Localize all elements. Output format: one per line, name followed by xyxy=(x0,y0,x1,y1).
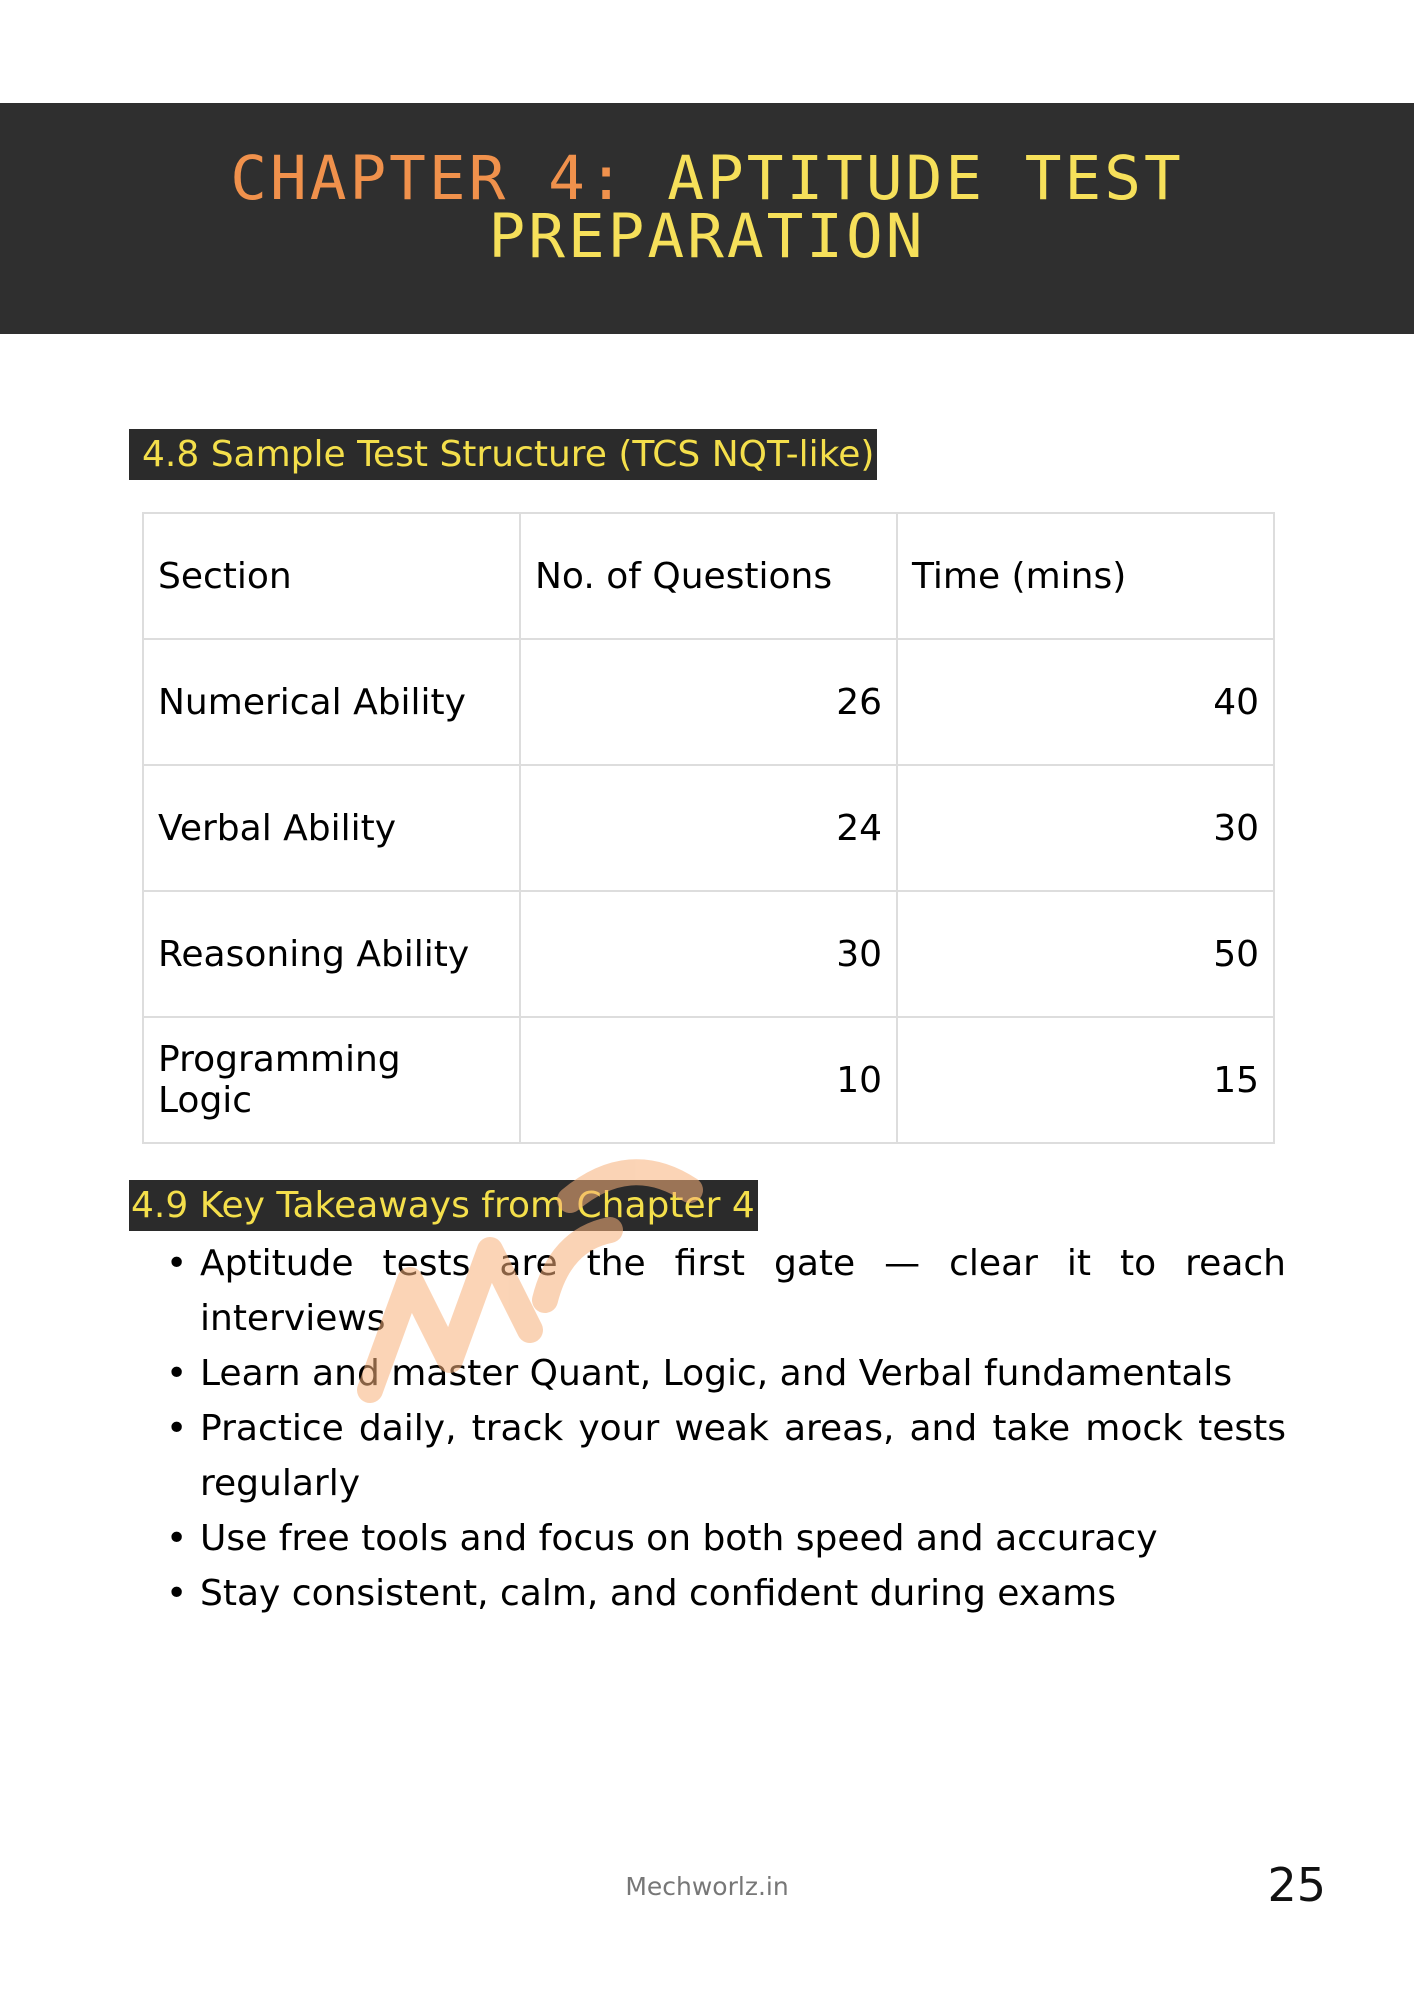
cell-time: 15 xyxy=(897,1017,1274,1143)
chapter-title xyxy=(0,143,1414,272)
table-row xyxy=(143,765,1274,891)
list-item: • Practice daily, track your weak areas, and take mock tests regularly xyxy=(200,1401,1286,1511)
cell-questions: 26 xyxy=(520,639,897,765)
header-cell-questions: No. of Questions xyxy=(520,513,897,639)
cell-questions: 10 xyxy=(520,1017,897,1143)
cell-questions: 30 xyxy=(520,891,897,1017)
table-row xyxy=(143,891,1274,1017)
header-cell-section: Section xyxy=(143,513,520,639)
cell-time: 30 xyxy=(897,765,1274,891)
table-row xyxy=(143,1017,1274,1143)
list-item: • Stay consistent, calm, and confident during exams xyxy=(200,1566,1286,1621)
table-header-row xyxy=(143,513,1274,639)
list-item: • Aptitude tests are the first gate — clear it to reach interviews xyxy=(200,1236,1286,1346)
cell-time: 40 xyxy=(897,639,1274,765)
section-heading-4-9: 4.9 Key Takeaways from Chapter 4 xyxy=(129,1180,758,1231)
cell-time: 50 xyxy=(897,891,1274,1017)
header-cell-time: Time (mins) xyxy=(897,513,1274,639)
cell-section: Reasoning Ability xyxy=(143,891,520,1017)
cell-section: Verbal Ability xyxy=(143,765,520,891)
table-row xyxy=(143,639,1274,765)
list-item: • Use free tools and focus on both speed and accuracy xyxy=(200,1511,1286,1566)
chapter-title-line2: PREPARATION xyxy=(488,201,926,272)
test-structure-table xyxy=(142,512,1275,1144)
chapter-title-rest: APTITUDE TEST xyxy=(667,143,1184,214)
section-heading-4-8: 4.8 Sample Test Structure (TCS NQT-like) xyxy=(129,429,877,480)
cell-section: Programming Logic xyxy=(143,1017,520,1143)
takeaways-list xyxy=(200,1236,1286,1621)
chapter-title-accent: CHAPTER 4: xyxy=(230,143,628,214)
page-number: 25 xyxy=(1267,1858,1326,1912)
list-item: • Learn and master Quant, Logic, and Verbal fundamentals xyxy=(200,1346,1286,1401)
footer-site: Mechworlz.in xyxy=(625,1872,789,1901)
cell-section: Numerical Ability xyxy=(143,639,520,765)
cell-questions: 24 xyxy=(520,765,897,891)
